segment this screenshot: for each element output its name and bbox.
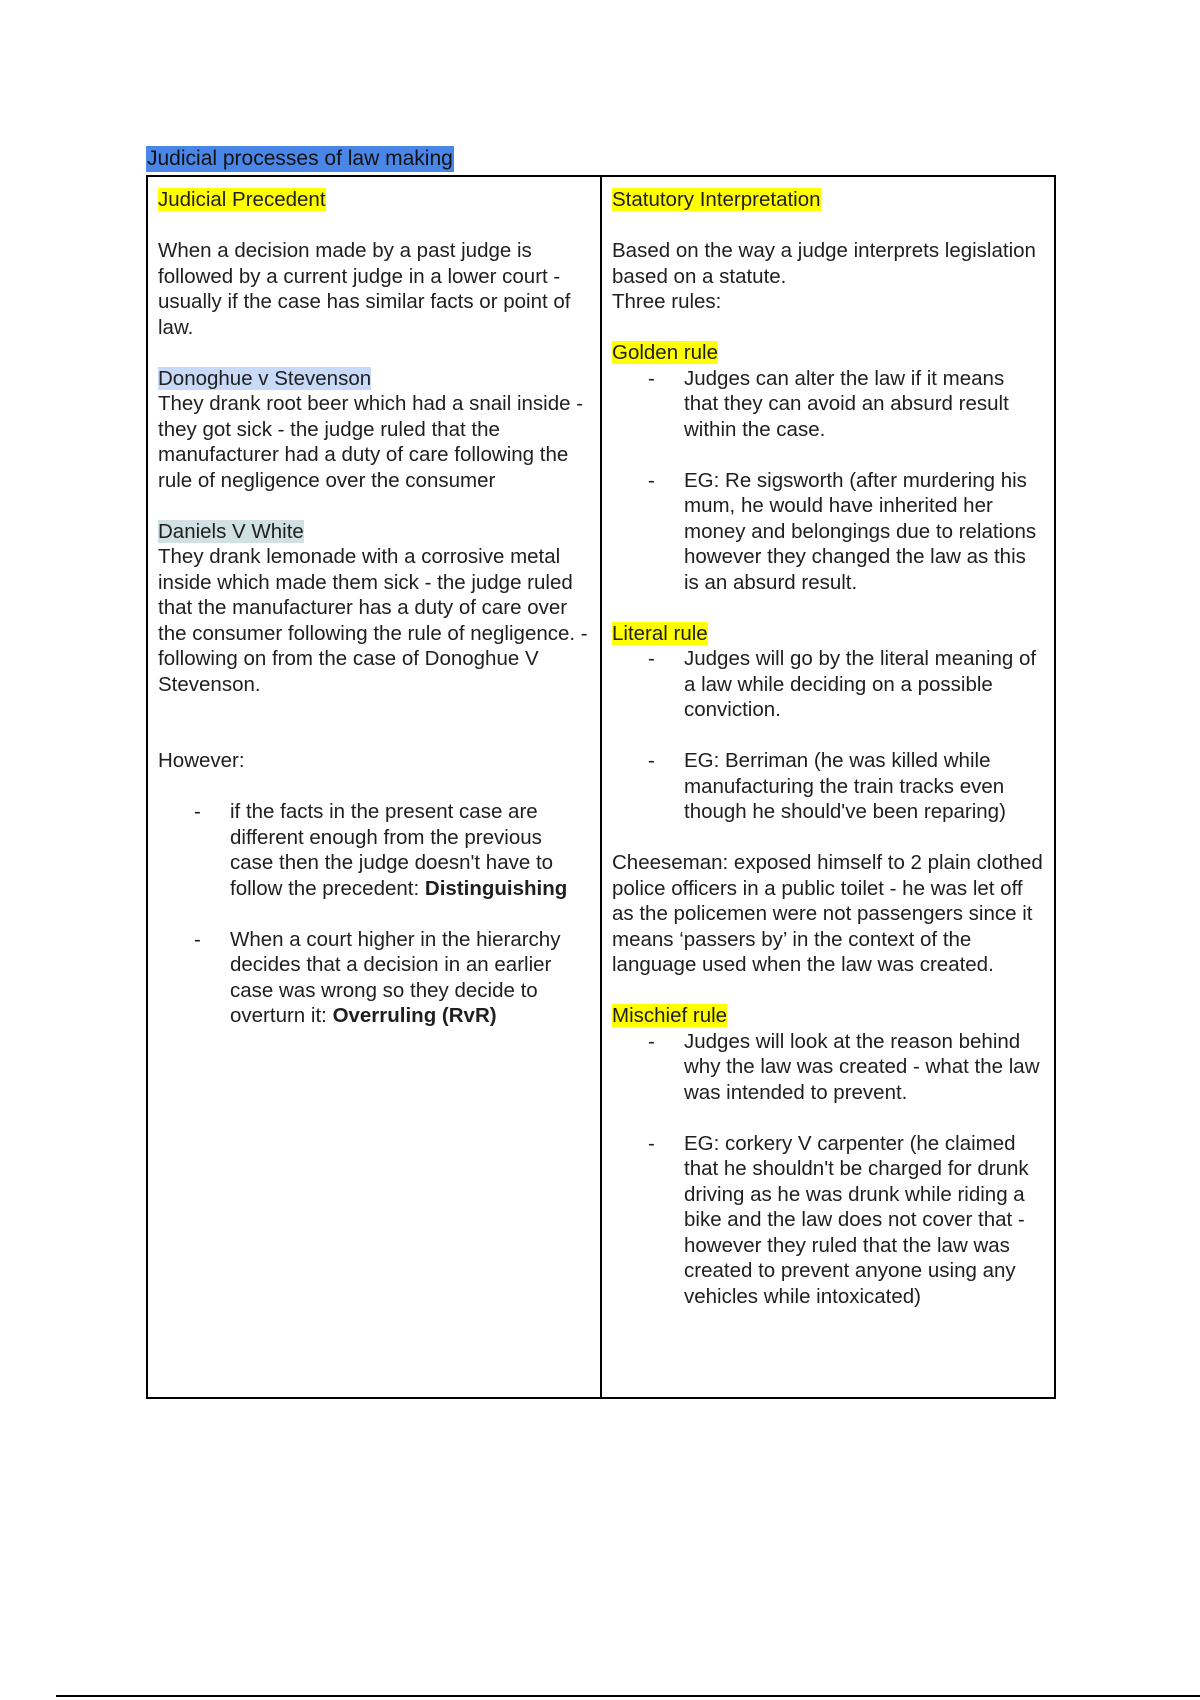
cheeseman-case-text: Cheeseman: exposed himself to 2 plain clothed police officers in a public toilet - he was let off as the policemen were not passengers since it means ‘passers by’ in the context of the language used when the law was created. — [612, 851, 1043, 976]
literal-rule-definition: Judges will go by the literal meaning of a law while deciding on a possible conviction. — [684, 647, 1037, 721]
statutory-interpretation-heading: Statutory Interpretation — [612, 188, 821, 211]
case-daniels-text: They drank lemonade with a corrosive metal inside which made them sick - the judge ruled that the manufacturer has a duty of care over the consumer following the rule of negligence. - following on from the case of Donoghue V Stevenson. — [158, 545, 588, 696]
list-item — [158, 927, 590, 1029]
mischief-rule-example: EG: corkery V carpenter (he claimed that he shouldn't be charged for drunk driving as he was drunk while riding a bike and the law does not cover that - however they ruled that the law was created to prevent anyone using any vehicles while intoxicated) — [684, 1131, 1029, 1308]
mischief-rule-definition: Judges will look at the reason behind why the law was created - what the law was intended to prevent. — [684, 1029, 1040, 1104]
literal-rule-example: EG: Berriman (he was killed while manufacturing the train tracks even though he should've been reparing) — [684, 749, 1006, 823]
distinguishing-term: Distinguishing — [424, 876, 568, 900]
page-title: Judicial processes of law making — [147, 147, 453, 170]
judicial-precedent-definition: When a decision made by a past judge is followed by a current judge in a lower court - usually if the case has similar facts or point of law. — [158, 239, 571, 339]
statutory-interpretation-column — [602, 177, 1054, 1397]
list-item — [612, 1029, 1044, 1106]
judicial-precedent-heading: Judicial Precedent — [158, 188, 326, 211]
list-item — [612, 646, 1044, 723]
distinguishing-text: if the facts in the present case are different enough from the previous case then the judge doesn't have to follow the precedent: — [230, 800, 554, 900]
list-item — [612, 468, 1044, 596]
however-label: However: — [158, 749, 245, 772]
case-daniels-title: Daniels V White — [158, 519, 304, 543]
dash-bullet: - — [648, 647, 655, 670]
list-item — [612, 366, 1044, 443]
golden-rule-list — [612, 366, 1044, 596]
statutory-interpretation-definition: Based on the way a judge interprets legislation based on a statute. — [612, 239, 1036, 288]
dash-bullet: - — [648, 1029, 655, 1053]
mischief-rule-heading: Mischief rule — [612, 1004, 728, 1027]
three-rules-label: Three rules: — [612, 290, 722, 313]
dash-bullet: - — [648, 749, 655, 772]
golden-rule-heading: Golden rule — [612, 341, 718, 364]
literal-rule-list — [612, 646, 1044, 825]
literal-rule-heading: Literal rule — [612, 621, 708, 645]
case-donoghue-title: Donoghue v Stevenson — [158, 366, 372, 390]
list-item — [612, 1131, 1044, 1310]
case-donoghue-text: They drank root beer which had a snail inside - they got sick - the judge ruled that the manufacturer had a duty of care following the rule of negligence over the consumer — [158, 392, 584, 492]
overruling-term: Overruling (RvR) — [332, 1004, 497, 1027]
golden-rule-example: EG: Re sigsworth (after murdering his mum, he would have inherited her money and belongings due to relations however they changed the law as this is an absurd result. — [684, 468, 1037, 594]
golden-rule-definition: Judges can alter the law if it means that they can avoid an absurd result within the case. — [684, 366, 1009, 441]
dash-bullet: - — [194, 800, 201, 823]
list-item — [612, 748, 1044, 825]
notes-table — [146, 175, 1056, 1399]
overruling-text: When a court higher in the hierarchy decides that a decision in an earlier case was wrong so they decide to overturn it: — [230, 927, 561, 1027]
page-bottom-divider — [56, 1695, 1200, 1697]
dash-bullet: - — [648, 1131, 655, 1155]
precedent-exceptions-list — [158, 799, 590, 1029]
list-item — [158, 799, 590, 901]
judicial-precedent-column — [148, 177, 602, 1397]
dash-bullet: - — [648, 468, 655, 492]
mischief-rule-list — [612, 1029, 1044, 1310]
dash-bullet: - — [648, 366, 655, 390]
dash-bullet: - — [194, 927, 201, 951]
